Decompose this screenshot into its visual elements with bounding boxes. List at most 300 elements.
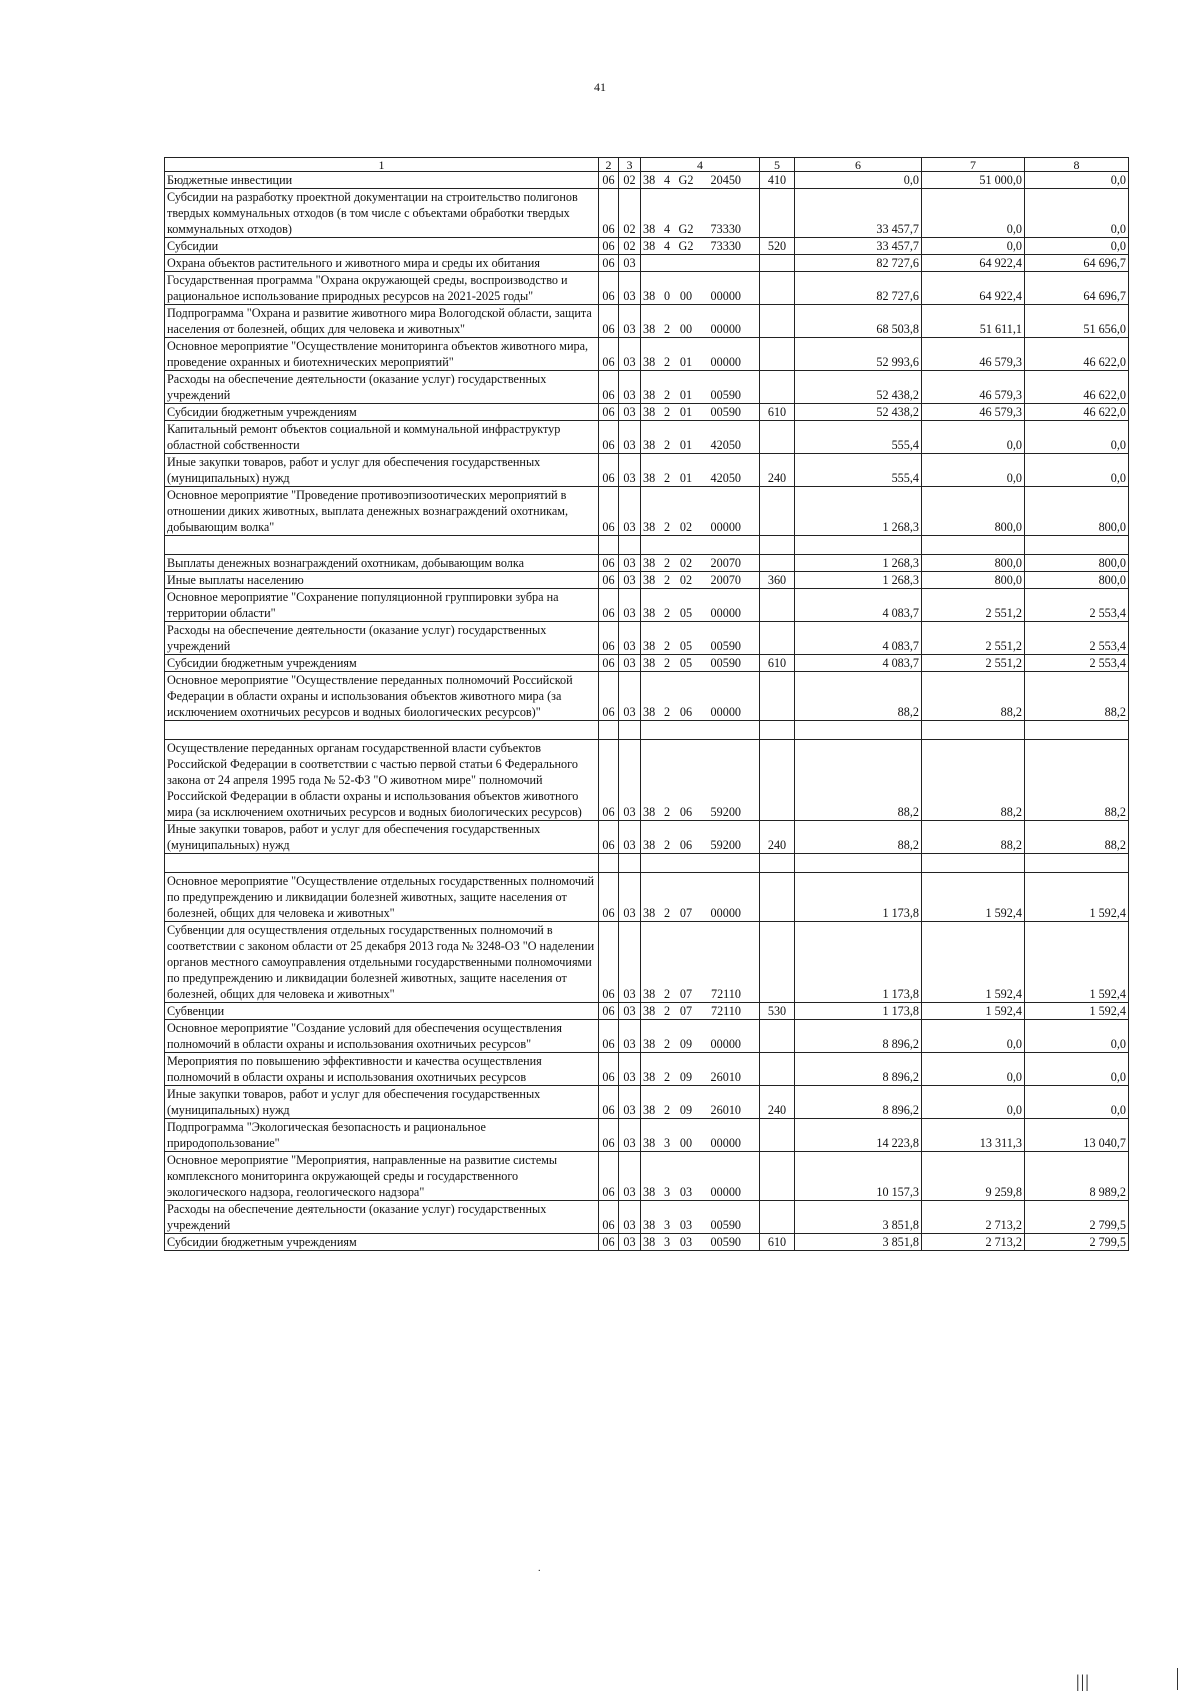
section-code: 06	[599, 1201, 619, 1234]
code-part: 00000	[710, 606, 741, 620]
code-part: G2	[678, 222, 694, 236]
amount-col8: 64 696,7	[1025, 255, 1129, 272]
table-row	[165, 1201, 1129, 1234]
spacer-cell	[641, 854, 760, 873]
amount-col6: 3 851,8	[795, 1234, 922, 1251]
code-part: 2	[663, 471, 671, 485]
amount-col6: 52 438,2	[795, 371, 922, 404]
code-part: 3	[663, 1185, 671, 1199]
table-row	[165, 740, 1129, 821]
section-code: 06	[599, 487, 619, 536]
target-article-code	[641, 421, 760, 454]
target-article-code	[641, 454, 760, 487]
amount-col8: 1 592,4	[1025, 1003, 1129, 1020]
table-row	[165, 421, 1129, 454]
code-part: 38	[643, 573, 656, 587]
spacer-cell	[599, 854, 619, 873]
code-part: 00000	[710, 322, 741, 336]
code-part: 01	[679, 355, 693, 369]
code-part: 38	[643, 1103, 656, 1117]
table-row	[165, 1234, 1129, 1251]
code-part: 00	[679, 322, 693, 336]
code-part: 2	[663, 1004, 671, 1018]
code-part: 38	[643, 838, 656, 852]
expense-type-code: 410	[760, 172, 795, 189]
target-article-code	[641, 1020, 760, 1053]
expense-type-code: 520	[760, 238, 795, 255]
row-name: Основное мероприятие "Создание условий для обеспечения осуществления полномочий в области охраны и использования охотничьих ресурсов"	[165, 1020, 599, 1053]
amount-col7: 1 592,4	[922, 873, 1025, 922]
code-part: 2	[663, 322, 671, 336]
expense-type-code: 240	[760, 1086, 795, 1119]
amount-col7: 0,0	[922, 1053, 1025, 1086]
subsection-code: 03	[619, 1201, 641, 1234]
amount-col8: 0,0	[1025, 1020, 1129, 1053]
amount-col8: 800,0	[1025, 555, 1129, 572]
code-part: 2	[663, 987, 671, 1001]
subsection-code: 03	[619, 821, 641, 854]
amount-col6: 4 083,7	[795, 622, 922, 655]
row-name: Выплаты денежных вознаграждений охотникам, добывающим волка	[165, 555, 599, 572]
spacer-row	[165, 721, 1129, 740]
amount-col6: 8 896,2	[795, 1053, 922, 1086]
amount-col8: 0,0	[1025, 238, 1129, 255]
section-code: 06	[599, 672, 619, 721]
code-part: 42050	[710, 438, 741, 452]
expense-type-code	[760, 421, 795, 454]
table-row	[165, 404, 1129, 421]
amount-col6: 14 223,8	[795, 1119, 922, 1152]
table-row	[165, 238, 1129, 255]
code-part: 00000	[710, 520, 741, 534]
target-article-code	[641, 1234, 760, 1251]
code-part: 38	[643, 1004, 656, 1018]
section-code: 06	[599, 305, 619, 338]
amount-col8: 0,0	[1025, 172, 1129, 189]
row-name: Иные закупки товаров, работ и услуг для обеспечения государственных (муниципальных) нужд	[165, 821, 599, 854]
table-row	[165, 305, 1129, 338]
subsection-code: 03	[619, 454, 641, 487]
code-part: 09	[679, 1070, 693, 1084]
expense-type-code	[760, 1053, 795, 1086]
amount-col6: 88,2	[795, 672, 922, 721]
code-part: 02	[679, 556, 693, 570]
amount-col7: 0,0	[922, 1086, 1025, 1119]
subsection-code: 03	[619, 272, 641, 305]
row-name: Основное мероприятие "Осуществление отдельных государственных полномочий по предупреждению и ликвидации болезней животных, защите населения от болезней, общих для человека и животных"	[165, 873, 599, 922]
expense-type-code: 360	[760, 572, 795, 589]
target-article-code	[641, 189, 760, 238]
target-article-code	[641, 922, 760, 1003]
table-row	[165, 821, 1129, 854]
spacer-cell	[795, 854, 922, 873]
code-part: 02	[679, 520, 693, 534]
code-part: 73330	[710, 222, 741, 236]
code-part: 38	[643, 405, 656, 419]
table-row	[165, 189, 1129, 238]
target-article-code	[641, 821, 760, 854]
spacer-cell	[922, 854, 1025, 873]
spacer-cell	[619, 721, 641, 740]
subsection-code: 03	[619, 338, 641, 371]
code-part: 00	[679, 1136, 693, 1150]
spacer-cell	[760, 536, 795, 555]
subsection-code: 03	[619, 1020, 641, 1053]
spacer-cell	[760, 854, 795, 873]
expense-type-code	[760, 487, 795, 536]
expense-type-code: 610	[760, 1234, 795, 1251]
subsection-code: 03	[619, 255, 641, 272]
code-part: 26010	[710, 1103, 741, 1117]
column-header: 7	[922, 158, 1025, 172]
table-row	[165, 454, 1129, 487]
spacer-cell	[619, 536, 641, 555]
section-code: 06	[599, 238, 619, 255]
code-part: G2	[678, 173, 694, 187]
amount-col7: 51 000,0	[922, 172, 1025, 189]
code-part: 00000	[710, 1136, 741, 1150]
spacer-cell	[1025, 536, 1129, 555]
amount-col8: 0,0	[1025, 1053, 1129, 1086]
expense-type-code	[760, 1152, 795, 1201]
target-article-code	[641, 1053, 760, 1086]
code-part: 01	[679, 388, 693, 402]
row-name: Субсидии бюджетным учреждениям	[165, 655, 599, 672]
amount-col6: 8 896,2	[795, 1020, 922, 1053]
code-part: 38	[643, 322, 656, 336]
subsection-code: 03	[619, 589, 641, 622]
code-part: 2	[663, 556, 671, 570]
subsection-code: 03	[619, 404, 641, 421]
table-row	[165, 255, 1129, 272]
table-row	[165, 672, 1129, 721]
table-row	[165, 655, 1129, 672]
subsection-code: 02	[619, 172, 641, 189]
section-code: 06	[599, 922, 619, 1003]
target-article-code	[641, 655, 760, 672]
column-header: 6	[795, 158, 922, 172]
expense-type-code	[760, 622, 795, 655]
section-code: 06	[599, 873, 619, 922]
amount-col7: 800,0	[922, 555, 1025, 572]
amount-col6: 4 083,7	[795, 589, 922, 622]
code-part: 3	[663, 1235, 671, 1249]
code-part: 2	[663, 1070, 671, 1084]
row-name: Бюджетные инвестиции	[165, 172, 599, 189]
amount-col7: 0,0	[922, 1020, 1025, 1053]
spacer-cell	[922, 536, 1025, 555]
code-part: 03	[679, 1218, 693, 1232]
row-name: Основное мероприятие "Сохранение популяционной группировки зубра на территории области"	[165, 589, 599, 622]
subsection-code: 03	[619, 1003, 641, 1020]
amount-col8: 0,0	[1025, 189, 1129, 238]
code-part: 38	[643, 1185, 656, 1199]
amount-col7: 88,2	[922, 672, 1025, 721]
amount-col8: 46 622,0	[1025, 371, 1129, 404]
row-name: Мероприятия по повышению эффективности и качества осуществления полномочий в области охраны и использования охотничьих ресурсов	[165, 1053, 599, 1086]
section-code: 06	[599, 338, 619, 371]
subsection-code: 03	[619, 622, 641, 655]
amount-col6: 8 896,2	[795, 1086, 922, 1119]
column-header: 8	[1025, 158, 1129, 172]
amount-col8: 46 622,0	[1025, 338, 1129, 371]
expense-type-code	[760, 272, 795, 305]
spacer-cell	[1025, 854, 1129, 873]
subsection-code: 02	[619, 238, 641, 255]
code-part: 2	[663, 805, 671, 819]
amount-col6: 52 993,6	[795, 338, 922, 371]
code-part: 2	[663, 705, 671, 719]
table-body	[165, 172, 1129, 1251]
code-part: 2	[663, 355, 671, 369]
expense-type-code	[760, 371, 795, 404]
code-part: 05	[679, 656, 693, 670]
code-part: 38	[643, 355, 656, 369]
column-header: 5	[760, 158, 795, 172]
row-name: Основное мероприятие "Осуществление мониторинга объектов животного мира, проведение охранных и биотехнических мероприятий"	[165, 338, 599, 371]
code-part: 59200	[710, 805, 741, 819]
amount-col7: 800,0	[922, 487, 1025, 536]
subsection-code: 03	[619, 672, 641, 721]
amount-col7: 13 311,3	[922, 1119, 1025, 1152]
code-part: 03	[679, 1185, 693, 1199]
amount-col8: 88,2	[1025, 740, 1129, 821]
section-code: 06	[599, 1234, 619, 1251]
target-article-code	[641, 371, 760, 404]
code-part: 4	[663, 222, 671, 236]
column-header: 1	[165, 158, 599, 172]
amount-col6: 88,2	[795, 821, 922, 854]
row-name: Субсидии	[165, 238, 599, 255]
row-name: Осуществление переданных органам государственной власти субъектов Российской Федерации в соответствии с частью первой статьи 6 Федерального закона от 24 апреля 1995 года № 52-ФЗ "О животном мире" полномочий Российской Федерации в области охраны и использования объектов животного мира (за исключением охотничьих ресурсов и водных биологических ресурсов)	[165, 740, 599, 821]
spacer-cell	[795, 721, 922, 740]
target-article-code	[641, 1119, 760, 1152]
code-part: 00590	[710, 1235, 741, 1249]
scan-marks: |||	[1076, 1671, 1090, 1691]
code-part: 00590	[710, 639, 741, 653]
code-part: 38	[643, 606, 656, 620]
section-code: 06	[599, 421, 619, 454]
table-row	[165, 1152, 1129, 1201]
code-part: 38	[643, 471, 656, 485]
subsection-code: 03	[619, 922, 641, 1003]
code-part: 20070	[710, 556, 741, 570]
table-row	[165, 1119, 1129, 1152]
code-part: 2	[663, 838, 671, 852]
code-part: 73330	[710, 239, 741, 253]
code-part: 42050	[710, 471, 741, 485]
code-part: 3	[663, 1218, 671, 1232]
target-article-code	[641, 1201, 760, 1234]
target-article-code	[641, 404, 760, 421]
subsection-code: 03	[619, 1086, 641, 1119]
amount-col6: 1 173,8	[795, 873, 922, 922]
amount-col6: 1 268,3	[795, 572, 922, 589]
target-article-code	[641, 572, 760, 589]
section-code: 06	[599, 371, 619, 404]
amount-col7: 51 611,1	[922, 305, 1025, 338]
expense-type-code	[760, 1201, 795, 1234]
target-article-code	[641, 487, 760, 536]
code-part: 38	[643, 1136, 656, 1150]
code-part: 38	[643, 1070, 656, 1084]
amount-col6: 555,4	[795, 454, 922, 487]
amount-col7: 64 922,4	[922, 255, 1025, 272]
subsection-code: 03	[619, 873, 641, 922]
amount-col6: 52 438,2	[795, 404, 922, 421]
code-part: 05	[679, 639, 693, 653]
expense-type-code: 530	[760, 1003, 795, 1020]
table-row	[165, 172, 1129, 189]
target-article-code	[641, 555, 760, 572]
code-part: 01	[679, 405, 693, 419]
subsection-code: 03	[619, 740, 641, 821]
table-row	[165, 555, 1129, 572]
section-code: 06	[599, 555, 619, 572]
code-part: 38	[643, 1037, 656, 1051]
spacer-cell	[165, 721, 599, 740]
code-part: 06	[679, 705, 693, 719]
expense-type-code	[760, 555, 795, 572]
section-code: 06	[599, 655, 619, 672]
code-part: 03	[679, 1235, 693, 1249]
amount-col6: 1 268,3	[795, 555, 922, 572]
section-code: 06	[599, 172, 619, 189]
row-name: Субсидии на разработку проектной документации на строительство полигонов твердых коммунальных отходов (в том числе с объектами обработки твердых коммунальных отходов)	[165, 189, 599, 238]
row-name: Субсидии бюджетным учреждениям	[165, 404, 599, 421]
code-part: 00000	[710, 289, 741, 303]
expense-type-code	[760, 672, 795, 721]
table-row	[165, 338, 1129, 371]
row-name: Подпрограмма "Экологическая безопасность и рациональное природопользование"	[165, 1119, 599, 1152]
expense-type-code	[760, 189, 795, 238]
expense-type-code	[760, 740, 795, 821]
expense-type-code	[760, 305, 795, 338]
code-part: 2	[663, 906, 671, 920]
amount-col6: 88,2	[795, 740, 922, 821]
column-header: 4	[641, 158, 760, 172]
spacer-cell	[619, 854, 641, 873]
section-code: 06	[599, 740, 619, 821]
amount-col8: 2 799,5	[1025, 1234, 1129, 1251]
code-part: 38	[643, 556, 656, 570]
code-part: 38	[643, 438, 656, 452]
target-article-code	[641, 589, 760, 622]
spacer-row	[165, 854, 1129, 873]
target-article-code	[641, 873, 760, 922]
code-part: 4	[663, 173, 671, 187]
amount-col6: 1 173,8	[795, 922, 922, 1003]
code-part: 38	[643, 388, 656, 402]
code-part: 38	[643, 173, 656, 187]
code-part: 09	[679, 1037, 693, 1051]
code-part: G2	[678, 239, 694, 253]
subsection-code: 03	[619, 1119, 641, 1152]
amount-col6: 82 727,6	[795, 272, 922, 305]
amount-col6: 0,0	[795, 172, 922, 189]
amount-col8: 46 622,0	[1025, 404, 1129, 421]
section-code: 06	[599, 454, 619, 487]
code-part: 59200	[710, 838, 741, 852]
row-name: Иные закупки товаров, работ и услуг для обеспечения государственных (муниципальных) нужд	[165, 454, 599, 487]
amount-col7: 46 579,3	[922, 371, 1025, 404]
code-part: 01	[679, 471, 693, 485]
subsection-code: 03	[619, 421, 641, 454]
target-article-code	[641, 338, 760, 371]
section-code: 06	[599, 1086, 619, 1119]
amount-col7: 64 922,4	[922, 272, 1025, 305]
amount-col7: 1 592,4	[922, 922, 1025, 1003]
amount-col7: 2 551,2	[922, 655, 1025, 672]
amount-col6: 68 503,8	[795, 305, 922, 338]
amount-col7: 0,0	[922, 238, 1025, 255]
target-article-code	[641, 1152, 760, 1201]
row-name: Иные выплаты населению	[165, 572, 599, 589]
amount-col6: 1 268,3	[795, 487, 922, 536]
expense-type-code	[760, 922, 795, 1003]
code-part: 72110	[710, 1004, 741, 1018]
row-name: Субвенции для осуществления отдельных государственных полномочий в соответствии с законом области от 25 декабря 2013 года № 3248-ОЗ "О наделении органов местного самоуправления отдельными государственными полномочиями по предупреждению и ликвидации болезней животных, защите населения от болезней, общих для человека и животных"	[165, 922, 599, 1003]
spacer-cell	[165, 536, 599, 555]
code-part: 00000	[710, 705, 741, 719]
page-number: 41	[594, 80, 606, 94]
code-part: 3	[663, 1136, 671, 1150]
amount-col7: 2 551,2	[922, 622, 1025, 655]
amount-col7: 0,0	[922, 454, 1025, 487]
amount-col6: 4 083,7	[795, 655, 922, 672]
target-article-code	[641, 672, 760, 721]
table-row	[165, 487, 1129, 536]
table-row	[165, 1053, 1129, 1086]
code-part: 07	[679, 987, 693, 1001]
expense-type-code	[760, 1119, 795, 1152]
subsection-code: 03	[619, 1053, 641, 1086]
table-row	[165, 873, 1129, 922]
amount-col8: 1 592,4	[1025, 873, 1129, 922]
code-part: 2	[663, 520, 671, 534]
spacer-cell	[641, 536, 760, 555]
amount-col6: 10 157,3	[795, 1152, 922, 1201]
section-code: 06	[599, 1003, 619, 1020]
amount-col7: 2 713,2	[922, 1201, 1025, 1234]
code-part: 38	[643, 1235, 656, 1249]
amount-col8: 0,0	[1025, 454, 1129, 487]
code-part: 07	[679, 1004, 693, 1018]
amount-col8: 2 553,4	[1025, 589, 1129, 622]
amount-col8: 800,0	[1025, 572, 1129, 589]
table-row	[165, 922, 1129, 1003]
code-part: 00590	[710, 388, 741, 402]
code-part: 4	[663, 239, 671, 253]
target-article-code	[641, 172, 760, 189]
code-part: 2	[663, 438, 671, 452]
spacer-row	[165, 536, 1129, 555]
target-article-code	[641, 740, 760, 821]
code-part: 38	[643, 987, 656, 1001]
amount-col7: 88,2	[922, 740, 1025, 821]
table-row	[165, 371, 1129, 404]
spacer-cell	[1025, 721, 1129, 740]
code-part: 72110	[710, 987, 741, 1001]
code-part: 38	[643, 289, 656, 303]
code-part: 00590	[710, 405, 741, 419]
code-part: 00000	[710, 1185, 741, 1199]
spacer-cell	[641, 721, 760, 740]
spacer-cell	[165, 854, 599, 873]
amount-col7: 88,2	[922, 821, 1025, 854]
code-part: 01	[679, 438, 693, 452]
code-part: 2	[663, 1103, 671, 1117]
